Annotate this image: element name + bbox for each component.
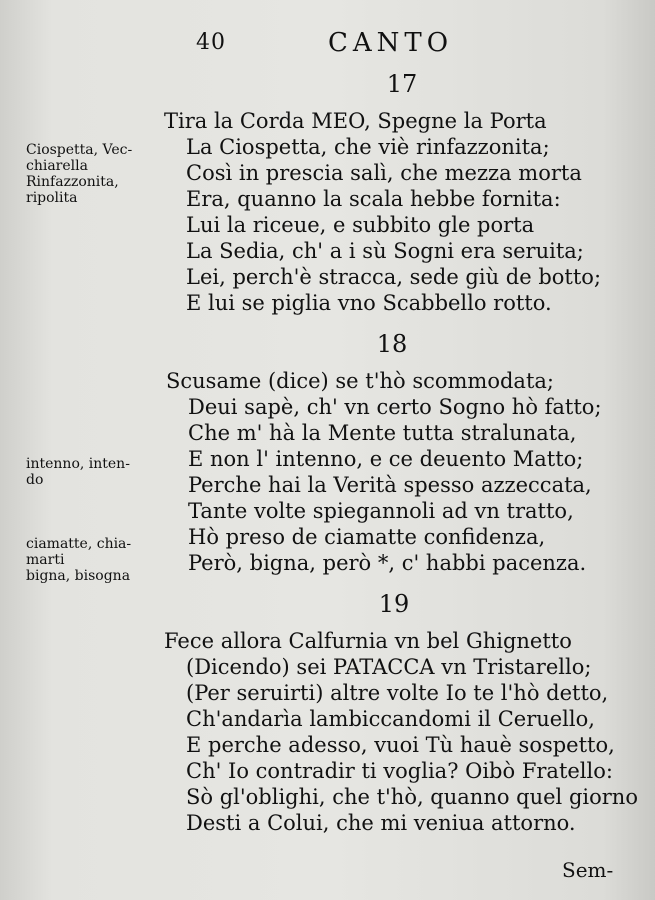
stanza-number: 17 bbox=[386, 70, 418, 98]
verse-line: La Ciospetta, che viè rinfazzonita; bbox=[186, 135, 550, 159]
margin-gloss bbox=[26, 536, 131, 584]
gloss-line: Ciospetta, Vec- bbox=[26, 142, 133, 158]
gloss-line: do bbox=[26, 472, 44, 488]
verse-line: La Sedia, ch' a i sù Sogni era seruita; bbox=[186, 239, 584, 263]
gloss-line: chiarella bbox=[26, 158, 88, 174]
verse-line: Deui sapè, ch' vn certo Sogno hò fatto; bbox=[188, 395, 602, 419]
verse-line: Era, quanno la scala hebbe fornita: bbox=[186, 187, 561, 211]
verse-line: Perche hai la Verità spesso azzeccata, bbox=[188, 473, 592, 497]
verse-line: E non l' intenno, e ce deuento Matto; bbox=[188, 447, 584, 471]
gloss-line: intenno, inten- bbox=[26, 456, 130, 472]
verse-line: Così in prescia salì, che mezza morta bbox=[186, 161, 582, 185]
margin-gloss bbox=[26, 456, 130, 488]
gloss-line: ripolita bbox=[26, 190, 78, 206]
verse-line: Desti a Colui, che mi veniua attorno. bbox=[186, 811, 576, 835]
gloss-line: Rinfazzonita, bbox=[26, 174, 119, 190]
verse-line: Sò gl'oblighi, che t'hò, quanno quel giorno bbox=[186, 785, 638, 809]
verse-line: Lei, perch'è stracca, sede giù de botto; bbox=[186, 265, 602, 289]
verse-line: E perche adesso, vuoi Tù hauè sospetto, bbox=[186, 733, 615, 757]
verse-line: (Dicendo) sei PATACCA vn Tristarello; bbox=[186, 655, 592, 679]
verse-line: Tira la Corda MEO, Spegne la Porta bbox=[164, 109, 547, 133]
gloss-line: bigna, bisogna bbox=[26, 568, 131, 584]
stanza-17 bbox=[164, 108, 601, 316]
verse-line: Fece allora Calfurnia vn bel Ghignetto bbox=[164, 629, 572, 653]
stanza-19 bbox=[164, 628, 638, 836]
catchword: Sem- bbox=[562, 858, 614, 882]
stanza-number: 18 bbox=[376, 330, 408, 358]
verse-line: Però, bigna, però *, c' habbi pacenza. bbox=[188, 551, 587, 575]
gloss-line: marti bbox=[26, 552, 65, 568]
verse-line: (Per seruirti) altre volte Io te l'hò detto, bbox=[186, 681, 609, 705]
verse-line: Ch' Io contradir ti voglia? Oibò Fratello: bbox=[186, 759, 613, 783]
stanza-number: 19 bbox=[378, 590, 410, 618]
verse-line: Tante volte spiegannoli ad vn tratto, bbox=[188, 499, 574, 523]
running-title: CANTO bbox=[328, 28, 454, 58]
verse-line: E lui se piglia vno Scabbello rotto. bbox=[186, 291, 552, 315]
verse-line: Lui la riceue, e subbito gle porta bbox=[186, 213, 535, 237]
gloss-line: ciamatte, chia- bbox=[26, 536, 132, 552]
margin-gloss bbox=[26, 142, 132, 206]
verse-line: Hò preso de ciamatte confidenza, bbox=[188, 525, 546, 549]
verse-line: Scusame (dice) se t'hò scommodata; bbox=[166, 369, 554, 393]
verse-line: Ch'andarìa lambiccandomi il Ceruello, bbox=[186, 707, 595, 731]
page-number: 40 bbox=[196, 30, 226, 55]
stanza-18 bbox=[166, 368, 602, 576]
verse-line: Che m' hà la Mente tutta stralunata, bbox=[188, 421, 577, 445]
